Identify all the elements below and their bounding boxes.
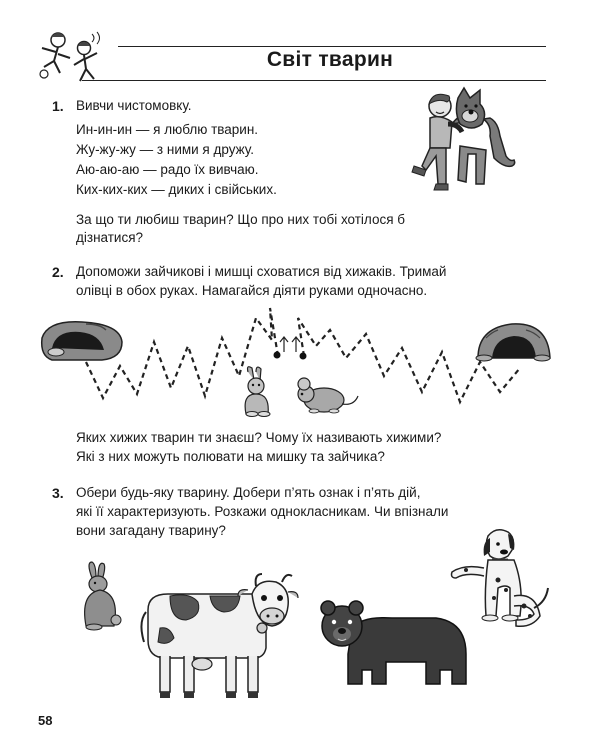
dalmatian-dog — [446, 524, 552, 632]
page-title: Світ тварин — [266, 48, 394, 71]
task-1-number: 1. — [52, 98, 64, 114]
left-arrow-icon — [280, 337, 288, 352]
rhyme-line-1: Ин-ин-ин — я люблю тварин. — [76, 122, 259, 137]
task-2-question-line-2: Які з них можуть полювати на мишку та зайчика? — [76, 449, 385, 464]
mouse — [294, 376, 360, 416]
task-2-number: 2. — [52, 264, 64, 280]
page-number: 58 — [38, 713, 53, 728]
task-3-text-line-2: які її характеризують. Розкажи однокласникам. Чи впізнали — [76, 504, 449, 519]
task-1-question-line-2: дізнатися? — [76, 230, 144, 245]
cow — [140, 572, 300, 700]
rhyme-line-3: Аю-аю-аю — радо їх вивчаю. — [76, 162, 259, 177]
task-3-text-line-3: вони загадану тварину? — [76, 523, 226, 538]
hare — [238, 366, 278, 418]
rabbit — [74, 560, 124, 632]
rhyme-line-2: Жу-жу-жу — з ними я дружу. — [76, 142, 254, 157]
left-start-dot — [274, 352, 281, 359]
task-1-title: Вивчи чистомовку. — [76, 98, 192, 113]
right-start-dot — [300, 353, 307, 360]
task-3-text-line-1: Обери будь-яку тварину. Добери п’ять ознак і п’ять дій, — [76, 485, 421, 500]
task-1-question-line-1: За що ти любиш тварин? Що про них тобі хотілося б — [76, 212, 406, 227]
rhyme-line-4: Ких-ких-ких — диких і свійських. — [76, 182, 277, 197]
task-2-question-line-1: Яких хижих тварин ти знаєш? Чому їх називають хижими? — [76, 430, 442, 445]
task-3-number: 3. — [52, 485, 64, 501]
right-arrow-icon — [292, 337, 300, 352]
task-2-text-line-2: олівці в обох руках. Намагайся діяти руками одночасно. — [76, 283, 428, 298]
task-2-text-line-1: Допоможи зайчикові і мишці сховатися від хижаків. Тримай — [76, 264, 447, 279]
